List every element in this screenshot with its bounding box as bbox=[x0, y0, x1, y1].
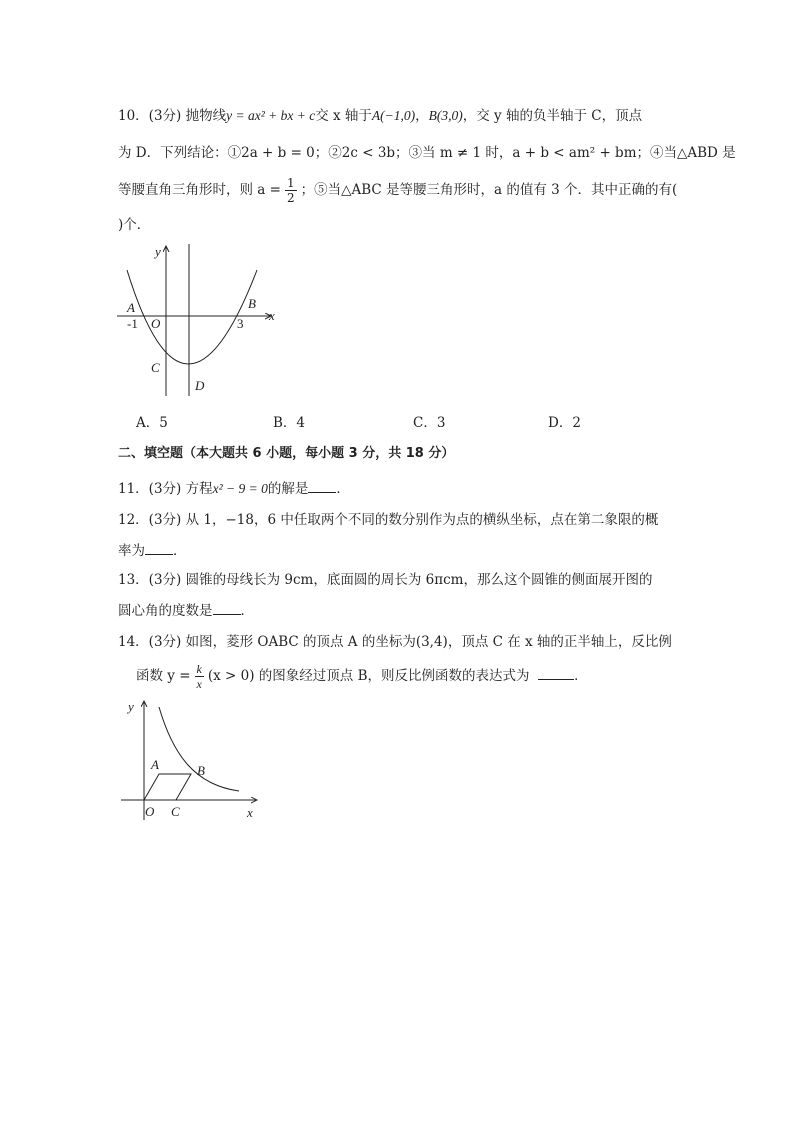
q10-option-c: C．3 bbox=[413, 415, 446, 431]
q12-answer-blank bbox=[145, 540, 173, 555]
q13-line1: 13．(3分) 圆锥的母线长为 9cm，底面圆的周长为 6πcm，那么这个圆锥的侧面展开图的 bbox=[118, 572, 653, 588]
q11-line: 11．(3分) 方程x² − 9 = 0的解是 ． bbox=[118, 478, 350, 499]
q10-label-minus1: -1 bbox=[127, 316, 138, 331]
q14-line2: 函数 y = $\frac{k}{x}$ (x > 0) 的图象经过顶点 B，则反比例函数的表达式为 ． bbox=[136, 662, 588, 691]
q14-rhombus bbox=[144, 774, 191, 800]
q10-option-d: D．2 bbox=[548, 415, 581, 431]
q10-line3: 等腰直角三角形时，则 a = $\frac{1}{2}$ ；⑤当△ABC 是等腰三角形时，a 的值有 3 个．其中正确的有( bbox=[118, 176, 678, 205]
q10-label-C: C bbox=[151, 360, 160, 375]
q10-label-D: D bbox=[195, 378, 205, 393]
q14-label-y: y bbox=[128, 699, 134, 714]
q14-line1: 14．(3分) 如图，菱形 OABC 的顶点 A 的坐标为(3,4)，顶点 C 在 x 轴的正半轴上，反比例 bbox=[118, 634, 672, 650]
q14-label-x: x bbox=[247, 805, 253, 820]
q13-line2: 圆心角的度数是 ． bbox=[118, 600, 254, 621]
q13-answer-blank bbox=[213, 600, 241, 615]
q12-line2: 率为 ． bbox=[118, 540, 187, 561]
section-2-heading: 二、填空题（本大题共 6 小题，每小题 3 分，共 18 分） bbox=[118, 446, 455, 461]
q14-label-B: B bbox=[197, 763, 205, 778]
q12-line1: 12．(3分) 从 1，−18，6 中任取两个不同的数分别作为点的横纵坐标，点在第二象限的概 bbox=[118, 512, 659, 528]
q10-label-x: x bbox=[269, 308, 275, 323]
q10-option-a: A．5 bbox=[136, 415, 168, 431]
q14-rhombus-graph bbox=[115, 695, 265, 825]
q14-hyperbola-curve bbox=[159, 707, 239, 791]
q10-label-A: A bbox=[127, 300, 135, 315]
q10-parabola-graph bbox=[115, 238, 285, 403]
q14-label-C: C bbox=[171, 804, 180, 819]
q11-answer-blank bbox=[308, 478, 336, 493]
q10-label-y: y bbox=[155, 244, 161, 259]
q10-fraction: $\frac{1}{2}$ bbox=[286, 176, 295, 205]
q14-fraction: $\frac{k}{x}$ bbox=[196, 662, 202, 691]
q14-label-A: A bbox=[151, 757, 159, 772]
q10-line2: 为 D．下列结论：①2a + b = 0；②2c < 3b；③当 m ≠ 1 时，a + b < am² + bm；④当△ABD 是 bbox=[118, 145, 736, 161]
q14-answer-blank bbox=[538, 665, 574, 680]
q10-option-b: B．4 bbox=[273, 415, 306, 431]
q10-label-3: 3 bbox=[237, 316, 244, 331]
q10-line1: 10．(3分) 抛物线y = ax² + bx + c交 x 轴于A(−1,0)，B(3,0)，交 y 轴的负半轴于 C，顶点 bbox=[118, 108, 643, 124]
q10-label-B: B bbox=[248, 296, 256, 311]
q10-label-O: O bbox=[151, 316, 161, 331]
q10-equation: y = ax² + bx + c bbox=[226, 108, 316, 123]
q14-label-O: O bbox=[145, 804, 155, 819]
q10-line4: )个． bbox=[118, 217, 151, 233]
